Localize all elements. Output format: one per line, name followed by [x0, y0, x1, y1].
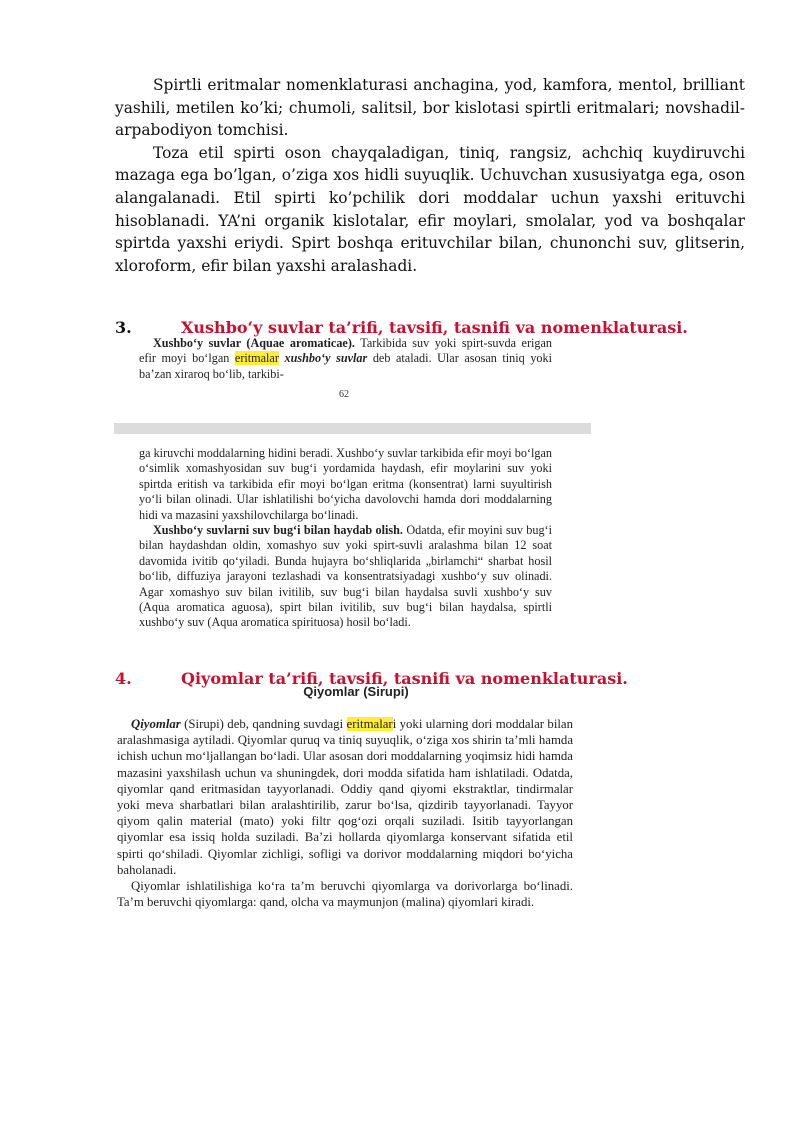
scan-3-highlight-rest: i: [392, 717, 397, 731]
section-4-number: 4.: [115, 669, 132, 688]
scan-block-3: [117, 716, 573, 910]
qiyomlar-term: Qiyomlar: [131, 717, 181, 731]
intro-paragraph-1: Spirtli eritmalar nomenklaturasi anchagina, yod, kamfora, mentol, brilliant yashili, metilen ko’ki; chumoli, salitsil, bor kislotasi spirtli eritmalari; novshadil-arpabodiyon tomchisi.: [115, 76, 745, 140]
scan-1-text-b: deb ataladi. Ular asosan tiniq yoki ba’zan xiraroq bo‘lib, tarkibi-: [139, 351, 552, 381]
intro-paragraph-2: Toza etil spirti oson chayqaladigan, tiniq, rangsiz, achchiq kuydiruvchi mazaga ega bo’lgan, o’ziga xos hidli suyuqlik. Uchuvchan xususiyatga ega, oson alangalanadi. Etil spirti ko’pchilik dori moddalar uchun yaxshi erituvchi hisoblanadi. YA’ni organik kislotalar, efir moylari, smolalar, yod va boshqalar spirtda yaxshi eriydi. Spirt boshqa erituvchilar bilan, chunonchi suv, glitserin, xloroform, efir bilan yaxshi aralashadi.: [115, 143, 745, 275]
haydab-olish-term: Xushbo‘y suvlarni suv bug‘i bilan haydab olish.: [153, 523, 403, 538]
scan-1-paragraph: [139, 336, 552, 382]
qiyomlar-subtitle: Qiyomlar (Sirupi): [303, 684, 409, 699]
scan-3-text-b: yoki ularning dori moddalar bilan aralashmasiga aytiladi. Qiyomlar quruq va tiniq suyuqlik, o‘ziga xos shirin ta’mli hamda ichish uchun mo‘ljallangan bo‘ladi. Ular asosan dori moddalarning yoqimsiz hidi hamda mazasini yaxshilash uchun va shuningdek, dori modda sifatida ham ishlatiladi. Odatda, qiyomlar qand eritmasidan tayyorlanadi. Oddiy qand qiyomi ekstraktlar, tindirmalar yoki meva sharbatlari bilan aralashtirilib, zarur bo‘lsa, qizdirib tayyorlanadi. Tayyor qiyom qalin material (mato) yoki filtr qog‘ozi orqali suziladi. Isitib tayyorlangan qiyomlar esa issiq holda suziladi. Ba’zi hollarda qiyomlarga konservant sifatida etil spirti qo‘shiladi. Qiyomlar zichligi, sofligi va dorivor moddalarning miqdori bo‘yicha baholanadi.: [117, 717, 574, 877]
scan-block-1: [139, 336, 552, 382]
scan-3-paragraph-1: [117, 716, 573, 878]
section-3-number: 3.: [115, 318, 132, 337]
section-4-title: Qiyomlar ta’rifi, tavsifi, tasnifi va nomenklaturasi.: [181, 669, 628, 688]
scan-3-text-a: (Sirupi) deb, qandning suvdagi: [180, 717, 347, 731]
scan-2-paragraph-2: [139, 523, 552, 631]
page-number: 62: [339, 389, 349, 400]
scan-2-paragraph-1: ga kiruvchi moddalarning hidini beradi. Xushbo‘y suvlar tarkibida efir moyi bo‘lgan o‘simlik xomashyosidan suv bug‘i yordamida haydash, efir moylarini suv yoki spirtda eritish va tarkibida efir moyi bo‘lgan eritma (konsentrat) larni suyultirish yo‘li bilan olinadi. Ular ishlatilishi bo‘yicha davolovchi hamda dori moddalarning hidi va mazasini yaxshilovchilarga bo‘linadi.: [139, 446, 552, 522]
xushboy-suvlar-term: xushbo‘y suvlar: [278, 351, 368, 366]
scan-separator-band: [114, 423, 591, 434]
scan-1-text-a: Tarkibida suv yoki spirt-suvda erigan efir moyi bo‘lgan: [139, 336, 552, 366]
scan-3-paragraph-2: Qiyomlar ishlatilishiga ko‘ra ta’m beruvchi qiyomlarga va dorivorlarga bo‘linadi. Ta’m beruvchi qiyomlarga: qand, olcha va maymunjon (malina) qiyomlari kiradi.: [117, 879, 573, 910]
intro-text: [115, 74, 745, 277]
highlighted-word: eritmalar: [346, 717, 393, 731]
section-3-title: Xushbo‘y suvlar ta’rifi, tavsifi, tasnifi va nomenklaturasi.: [181, 318, 688, 337]
scan-block-2: [139, 446, 552, 631]
scan-2-text: Odatda, efir moyini suv bug‘i bilan haydashdan oldin, xomashyo suv yoki spirt-suvli aralashma bilan 12 soat davomida ivitib qo‘yiladi. Bunda hujayra bo‘shliqlarida „birlamchi“ sharbat hosil bo‘lib, diffuziya jarayoni tezlashadi va konsentratsiyadagi xushbo‘y suv olinadi. Agar xomashyo suv bilan ivitilib, suv bug‘i bilan haydalsa suvli xushbo‘y suv (Aqua aromatica aguosa), spirt bilan ivitilib, suv bug‘i bilan haydalsa, spirtli xushbo‘y suv (Aqua aromatica spirituosa) hosil bo‘ladi.: [139, 523, 552, 630]
aquae-aromaticae-term: Xushbo‘y suvlar (Aquae aromaticae).: [153, 336, 355, 350]
highlighted-word: eritmalar: [234, 351, 279, 366]
